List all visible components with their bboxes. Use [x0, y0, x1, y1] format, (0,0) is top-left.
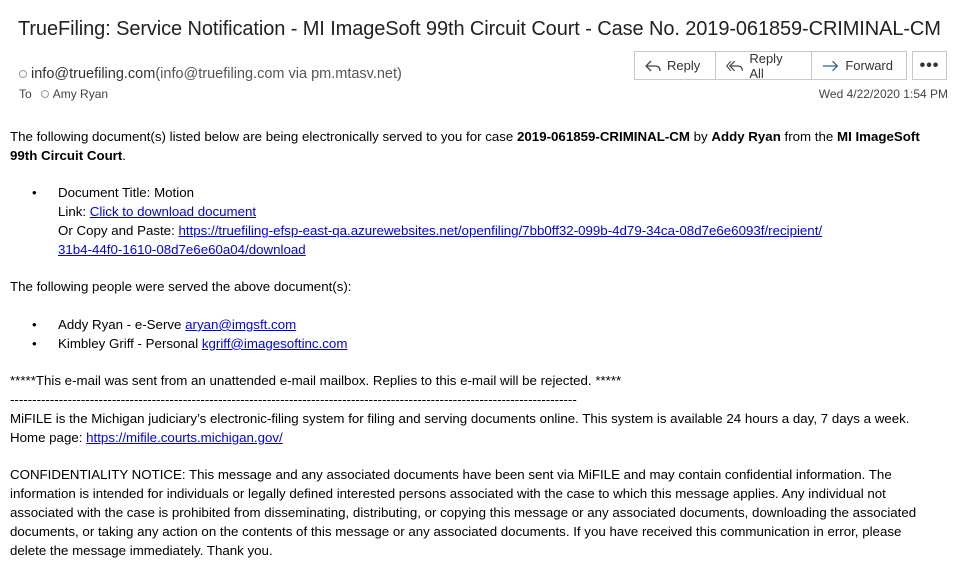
to-label: To — [19, 87, 32, 101]
sent-date: Wed 4/22/2020 1:54 PM — [818, 87, 948, 101]
document-link-row: Link: Click to download document — [58, 204, 257, 220]
action-bar — [634, 51, 907, 80]
document-title: Document Title: Motion — [58, 185, 194, 201]
email-subject: TrueFiling: Service Notification - MI ImageSoft 99th Circuit Court - Case No. 2019-061859-CRIMINAL-CM — [18, 18, 941, 40]
document-list-item — [10, 184, 940, 203]
reply-all-label: Reply All — [749, 50, 783, 81]
copy-url-link[interactable]: https://truefiling-efsp-east-qa.azurewebsites.net/openfiling/7bb0ff32-099b-4d79-34ca-08d7e6e6093f/recipient/ 31b4-44f0-1610-08d7e6e60a04/download — [58, 222, 823, 257]
reply-all-icon — [726, 59, 743, 73]
divider-line: -------------------------------------------------------------------------------------------------------------------------------- — [10, 392, 577, 408]
to-row — [19, 87, 108, 101]
bullet: • — [32, 185, 37, 201]
recipient-name[interactable]: Amy Ryan — [52, 87, 109, 101]
sender-row — [19, 66, 402, 82]
more-actions-button[interactable]: ••• — [912, 51, 947, 80]
served-name: Addy Ryan - e-Serve — [58, 316, 186, 332]
unattended-notice: *****This e-mail was sent from an unattended e-mail mailbox. Replies to this e-mail will be rejected. ***** — [10, 373, 622, 389]
served-by: Addy Ryan — [711, 129, 781, 144]
sender-address[interactable]: info@truefiling.com — [31, 66, 156, 82]
home-page-link[interactable]: https://mifile.courts.michigan.gov/ — [86, 429, 283, 445]
download-link[interactable]: Click to download document — [89, 204, 257, 220]
served-name: Kimbley Griff - Personal — [58, 335, 202, 351]
served-heading: The following people were served the above document(s): — [10, 279, 352, 295]
home-page-row: Home page: https://mifile.courts.michigan.gov/ — [10, 429, 283, 445]
reply-label: Reply — [667, 58, 701, 73]
forward-button[interactable] — [812, 52, 906, 79]
sender-presence-icon — [19, 70, 27, 78]
confidentiality-notice: CONFIDENTIALITY NOTICE: This message and any associated documents have been sent via MiFILE and may contain confidential information. The information is intended for individuals or legally defined interested persons associated with the case to which this message applies. Any individual not associated with the case is prohibited from disseminating, distributing, or copying this message or any associated documents, downloading the associated documents, or taking any action on the contents of this message or any associated documents. If you have received this communication in error, please delete the message immediately. Thank you. — [10, 467, 917, 558]
served-email-link[interactable]: kgriff@imagesoftinc.com — [201, 335, 348, 351]
reply-all-button[interactable] — [716, 52, 812, 79]
copy-paste-row: Or Copy and Paste: https://truefiling-efsp-east-qa.azurewebsites.net/openfiling/7bb0ff32-099b-4d79-34ca-08d7e6e6093f/recipient/ 31b4-44f0-1610-08d7e6e60a04/download — [58, 222, 823, 257]
bullet: • — [32, 335, 37, 351]
served-list-item — [10, 335, 940, 354]
reply-button[interactable] — [635, 52, 716, 79]
bullet: • — [32, 316, 37, 332]
court-name: MI ImageSoft 99th Circuit Court — [10, 129, 920, 163]
reply-icon — [645, 59, 661, 73]
case-number: 2019-061859-CRIMINAL-CM — [517, 129, 690, 144]
served-list-item — [10, 316, 940, 335]
recipient-presence-icon — [41, 90, 49, 98]
served-email-link[interactable]: aryan@imgsft.com — [185, 316, 297, 332]
email-body — [10, 128, 940, 560]
sender-via: (info@truefiling.com via pm.mtasv.net) — [155, 66, 402, 82]
forward-icon — [822, 59, 839, 73]
intro-paragraph: The following document(s) listed below are being electronically served to you for case 2019-061859-CRIMINAL-CM by Addy Ryan from the MI ImageSoft 99th Circuit Court. — [10, 129, 920, 163]
mifile-description: MiFILE is the Michigan judiciary’s electronic-filing system for filing and serving documents online. This system is available 24 hours a day, 7 days a week. — [10, 410, 910, 426]
forward-label: Forward — [845, 58, 893, 73]
